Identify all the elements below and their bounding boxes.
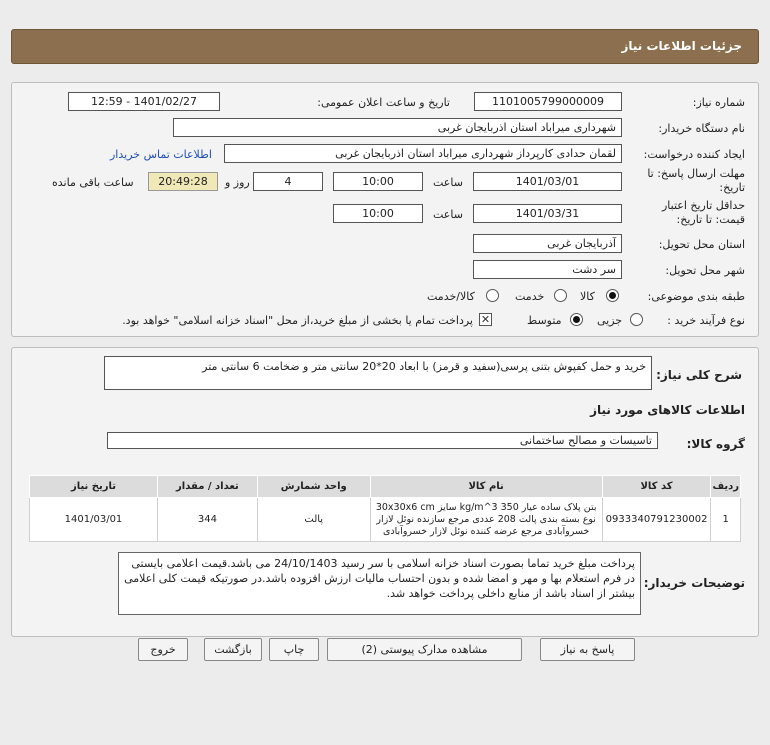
cell-unit: پالت <box>257 498 370 542</box>
province-field: آذربایجان غربی <box>473 234 622 253</box>
summary-field: خرید و حمل کفپوش بتنی پرسی(سفید و قرمز) با ابعاد 20*20 سانتی متر و ضخامت 6 سانتی متر <box>104 356 652 390</box>
remaining-label: ساعت باقی مانده <box>52 176 134 189</box>
validity-time-field: 10:00 <box>333 204 423 223</box>
goods-group-label: گروه کالا: <box>686 437 745 451</box>
category-option-goods-service: کالا/خدمت <box>427 290 475 303</box>
days-remaining-field: 4 <box>253 172 323 191</box>
goods-table <box>29 475 741 542</box>
goods-group-field: تاسیسات و مصالح ساختمانی <box>107 432 658 449</box>
view-attachments-button[interactable]: مشاهده مدارک پیوستی (2) <box>327 638 522 661</box>
buyer-org-label: نام دستگاه خریدار: <box>658 122 745 135</box>
table-row <box>30 498 741 542</box>
deadline-time-field: 10:00 <box>333 172 423 191</box>
requester-label: ایجاد کننده درخواست: <box>643 148 745 161</box>
treasury-payment-checkbox[interactable]: ✕ <box>480 313 491 326</box>
remaining-time-field: 20:49:28 <box>148 172 218 191</box>
validity-time-label: ساعت <box>433 208 463 221</box>
category-radio-goods-service[interactable] <box>486 289 499 302</box>
cell-qty: 344 <box>157 498 257 542</box>
reply-button[interactable]: پاسخ به نیاز <box>540 638 635 661</box>
requester-field: لقمان حدادی کارپرداز شهرداری میراباد استان اذربایجان غربی <box>224 144 622 163</box>
process-option-minor: جزیی <box>597 314 623 327</box>
exit-button[interactable]: خروج <box>138 638 188 661</box>
validity-label: حداقل تاریخ اعتبار <box>661 199 745 212</box>
cell-date: 1401/03/01 <box>30 498 158 542</box>
validity-date-field: 1401/03/31 <box>473 204 622 223</box>
category-radio-goods[interactable] <box>606 289 619 302</box>
announce-label: تاریخ و ساعت اعلان عمومی: <box>317 96 450 109</box>
process-radio-minor[interactable] <box>630 313 643 326</box>
summary-label: شرح کلی نیاز: <box>656 368 742 382</box>
cell-row: 1 <box>711 498 741 542</box>
province-label: استان محل تحویل: <box>658 238 745 251</box>
announce-datetime-field: 1401/02/27 - 12:59 <box>68 92 220 111</box>
buyer-notes-field: پرداخت مبلغ خرید تماما بصورت اسناد خزانه اسلامی با سر رسید 24/10/1403 می باشد.قیمت اعلامی بایستی در فرم استعلام بها و مهر و امضا شده و بدون احتساب مالیات ارزش افزوده باشد.در صورتیکه قیمت کلی اعلامی بیشتر از اسناد باشد از منابع داخلی پرداخت خواهد شد. <box>118 552 641 615</box>
buyer-org-field: شهرداری میراباد استان اذربایجان غربی <box>173 118 622 137</box>
col-code: کد کالا <box>602 476 711 498</box>
category-option-goods: کالا <box>580 290 595 303</box>
process-option-medium: متوسط <box>527 314 562 327</box>
col-date: تاریخ نیاز <box>30 476 158 498</box>
treasury-payment-note: پرداخت تمام یا بخشی از مبلغ خرید،از محل "اسناد خزانه اسلامی" خواهد بود. <box>122 314 473 327</box>
need-number-field: 1101005799000009 <box>474 92 622 111</box>
goods-table-header <box>30 476 741 498</box>
category-label: طبقه بندی موضوعی: <box>647 290 745 303</box>
deadline-time-label: ساعت <box>433 176 463 189</box>
print-button[interactable]: چاپ <box>269 638 319 661</box>
process-radio-medium[interactable] <box>570 313 583 326</box>
category-radio-service[interactable] <box>554 289 567 302</box>
col-row: ردیف <box>711 476 741 498</box>
validity-label-date: قیمت: تا تاریخ: <box>676 213 745 226</box>
cell-code: 0933340791230002 <box>602 498 711 542</box>
process-label: نوع فرآیند خرید : <box>667 314 745 327</box>
back-button[interactable]: بازگشت <box>204 638 262 661</box>
category-option-service: خدمت <box>515 290 545 303</box>
col-qty: تعداد / مقدار <box>157 476 257 498</box>
deadline-label: مهلت ارسال پاسخ: تا <box>647 167 745 180</box>
cell-name: بتن پلاک ساده عیار 350 kg/m^3 سایز 30x30x6 cm نوع بسته بندی پالت 208 عددی مرجع سازنده نوئل لازار خسروآبادی مرجع عرضه کننده نوئل لازار خسروآبادی <box>370 498 602 542</box>
deadline-label-date: تاریخ: <box>719 181 745 194</box>
contact-buyer-link[interactable]: اطلاعات تماس خریدار <box>110 148 212 161</box>
city-label: شهر محل تحویل: <box>665 264 745 277</box>
need-number-label: شماره نیاز: <box>692 96 745 109</box>
col-unit: واحد شمارش <box>257 476 370 498</box>
city-field: سر دشت <box>473 260 622 279</box>
goods-section-title: اطلاعات کالاهای مورد نیاز <box>590 403 745 417</box>
days-label: روز و <box>225 176 250 189</box>
buyer-notes-label: توضیحات خریدار: <box>643 576 745 590</box>
col-name: نام کالا <box>370 476 602 498</box>
deadline-date-field: 1401/03/01 <box>473 172 622 191</box>
page-title: جزئیات اطلاعات نیاز <box>11 29 759 64</box>
